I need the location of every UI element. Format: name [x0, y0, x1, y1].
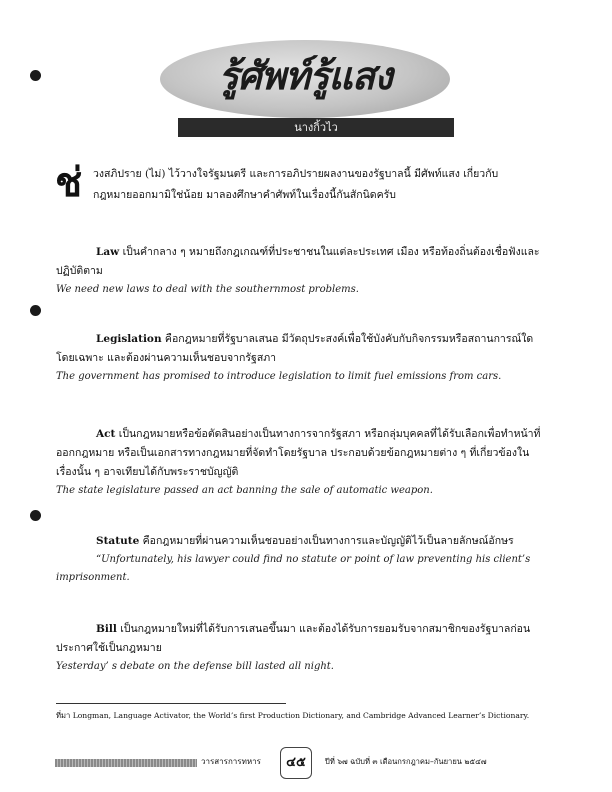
binder-hole — [30, 70, 41, 81]
entry-definition: คือกฎหมายที่รัฐบาลเสนอ มีวัตถุประสงค์เพื่อใช้บังคับกับกิจกรรมหรือสถานการณ์ใดโดยเฉพาะ และต้องผ่านความเห็นชอบจากรัฐสภา — [56, 333, 534, 364]
page-title: รู้ศัพท์รู้แสง — [218, 54, 392, 98]
footer-bar-left — [55, 759, 197, 767]
drop-cap: ช่ — [55, 160, 83, 206]
page-footer — [55, 747, 555, 777]
entry-bill — [56, 620, 546, 676]
entry-definition: เป็นคำกลาง ๆ หมายถึงกฎเกณฑ์ที่ประชาชนในแต่ละประเทศ เมือง หรือท้องถิ่นต้องเชื่อฟังและปฏิบัติตาม — [56, 246, 540, 277]
issue-info: ปีที่ ๖๗ ฉบับที่ ๓ เดือนกรกฎาคม–กันยายน ๒๕๔๗ — [325, 757, 487, 766]
journal-name: วารสารการทหาร — [201, 757, 261, 766]
entry-example: Yesterday’ s debate on the defense bill lasted all night. — [56, 661, 334, 672]
page-number: ๔๕ — [280, 747, 312, 779]
binder-hole — [30, 305, 41, 316]
entry-term: Bill — [96, 623, 117, 635]
footnote-rule — [56, 703, 286, 704]
entry-statute — [56, 532, 546, 587]
entry-example: The government has promised to introduce legislation to limit fuel emissions from cars. — [56, 371, 502, 382]
entry-act — [56, 425, 546, 500]
intro-line: กฎหมายออกมามิใช่น้อย มาลองศึกษาคำศัพท์ในเรื่องนี้กันสักนิดครับ — [93, 189, 396, 201]
entry-example: “Unfortunately, his lawyer could find no statute or point of law preventing his client’s imprisonment. — [56, 554, 531, 583]
footnote-source: ที่มา Longman, Language Activator, the World’s first Production Dictionary, and Cambridge Advanced Learner’s Dictionary. — [56, 711, 530, 720]
entry-definition: คือกฎหมายที่ผ่านความเห็นชอบอย่างเป็นทางการและบัญญัติไว้เป็นลายลักษณ์อักษร — [142, 535, 514, 547]
author-byline: นางกิ้วไว — [178, 118, 454, 137]
title-banner — [160, 40, 450, 118]
entry-legislation — [56, 330, 546, 386]
entry-definition: เป็นกฎหมายใหม่ที่ได้รับการเสนอขึ้นมา และต้องได้รับการยอมรับจากสมาชิกของรัฐบาลก่อนประกาศใช้เป็นกฎหมาย — [56, 623, 531, 654]
entry-law — [56, 243, 546, 299]
binder-hole — [30, 510, 41, 521]
entry-example: We need new laws to deal with the southernmost problems. — [56, 284, 359, 295]
entry-term: Statute — [96, 535, 140, 547]
entry-definition: เป็นกฎหมายหรือข้อตัดสินอย่างเป็นทางการจากรัฐสภา หรือกลุ่มบุคคลที่ได้รับเลือกเพื่อทำหน้าที่ออกกฎหมาย หรือเป็นเอกสารทางกฎหมายที่จัดทำโดยรัฐบาล ประกอบด้วยข้อกฎหมายต่าง ๆ ที่เกี่ยวข้องในเรื่องนั้น ๆ อาจเทียบได้กับพระราชบัญญัติ — [56, 428, 541, 478]
intro-line: วงสภิปราย (ไม่) ไว้วางใจรัฐมนตรี และการอภิปรายผลงานของรัฐบาลนี้ มีศัพท์แสง เกี่ยวกับ — [93, 168, 499, 180]
entry-term: Legislation — [96, 333, 162, 345]
entry-term: Law — [96, 246, 120, 258]
entry-example: The state legislature passed an act banning the sale of automatic weapon. — [56, 485, 433, 496]
entry-term: Act — [96, 428, 116, 440]
